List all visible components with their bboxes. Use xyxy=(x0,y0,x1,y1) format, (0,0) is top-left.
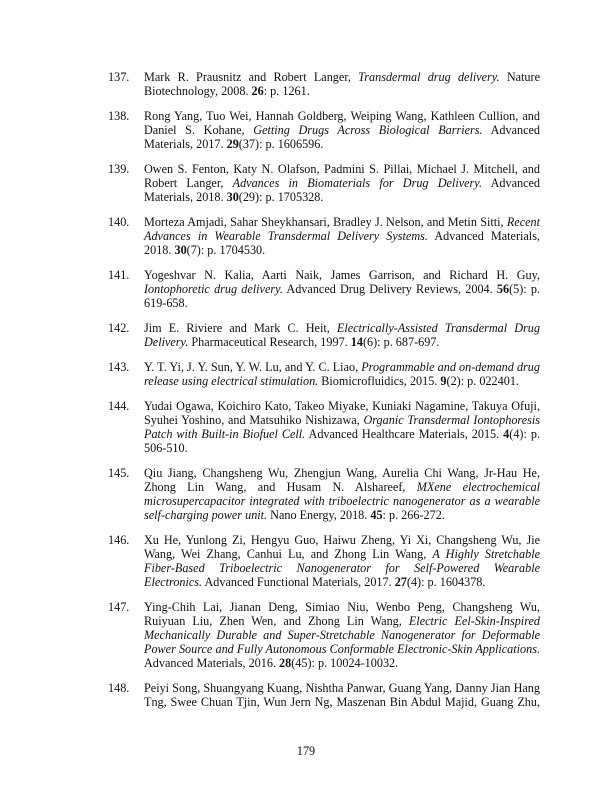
reference-title: Electric Eel-Skin-Inspired Mechanically Durable and Super-Stretchable Nanogenerator for Deformable Power Source and Fully Autonomous Conformable Electronic-Skin Applications. xyxy=(144,614,540,656)
reference-volume: 28 xyxy=(279,655,292,670)
reference-journal: Advanced Materials, 2017. xyxy=(144,123,540,151)
reference-number: 144. xyxy=(108,399,130,414)
reference-number: 146. xyxy=(108,533,130,548)
reference-number: 137. xyxy=(108,70,130,84)
reference-pages: (45): p. 10024-10032. xyxy=(291,655,399,670)
reference-text xyxy=(144,71,540,99)
reference-authors: Qiu Jiang, Changsheng Wu, Zhengjun Wang, Aurelia Chi Wang, Jr-Hau He, Zhong Lin Wang, and Husam N. Alshareef, xyxy=(144,466,540,495)
reference-text xyxy=(144,682,540,710)
reference-authors: Mark R. Prausnitz and Robert Langer, xyxy=(144,70,359,84)
reference-authors: Yogeshvar N. Kalia, Aarti Naik, James Garrison, and Richard H. Guy, xyxy=(144,268,540,283)
reference-journal: Advanced Functional Materials, 2017. xyxy=(202,574,395,589)
reference-text xyxy=(144,400,540,456)
reference-number: 143. xyxy=(108,360,130,375)
reference-number: 142. xyxy=(108,321,130,336)
reference-text xyxy=(144,163,540,205)
reference-entry xyxy=(108,110,540,152)
reference-authors: Rong Yang, Tuo Wei, Hannah Goldberg, Weiping Wang, Kathleen Cullion, and Daniel S. Kohane, xyxy=(144,109,540,138)
reference-text xyxy=(144,534,540,590)
reference-journal: Advanced Materials, 2018. xyxy=(144,176,540,204)
reference-title: Getting Drugs Across Biological Barriers. xyxy=(253,123,483,138)
reference-pages: (7): p. 1704530. xyxy=(186,242,266,257)
reference-title: MXene electrochemical microsupercapacitor integrated with triboelectric nanogenerator as a wearable self-charging power unit. xyxy=(144,480,540,523)
reference-volume: 30 xyxy=(174,242,187,257)
reference-text xyxy=(144,110,540,152)
reference-title: Electrically-Assisted Transdermal Drug Delivery. xyxy=(144,321,540,350)
reference-pages: (4): p. 1604378. xyxy=(406,574,486,589)
reference-volume: 26 xyxy=(251,83,264,98)
reference-volume: 14 xyxy=(350,335,363,350)
reference-journal: Biomicrofluidics, 2015. xyxy=(318,374,441,389)
reference-title: A Highly Stretchable Fiber-Based Triboelectric Nanogenerator for Self-Powered Wearable Electronics. xyxy=(144,547,540,589)
reference-volume: 27 xyxy=(394,574,407,589)
reference-authors: Yudai Ogawa, Koichiro Kato, Takeo Miyake, Kuniaki Nagamine, Takuya Ofuji, Syuhei Yoshino, and Matsuhiko Nishizawa, xyxy=(144,399,540,428)
reference-pages: (2): p. 022401. xyxy=(446,374,519,389)
page-number: 179 xyxy=(296,744,316,758)
reference-text xyxy=(144,361,540,389)
reference-pages: (6): p. 687-697. xyxy=(362,335,440,350)
reference-entry xyxy=(108,322,540,350)
reference-journal: Advanced Materials, 2016. xyxy=(144,655,280,670)
reference-entry xyxy=(108,361,540,389)
reference-journal: Pharmaceutical Research, 1997. xyxy=(188,335,351,350)
reference-title: Programmable and on-demand drug release using electrical stimulation. xyxy=(144,360,540,389)
reference-title: Transdermal drug delivery. xyxy=(358,70,500,84)
reference-text xyxy=(144,601,540,671)
reference-number: 139. xyxy=(108,162,130,177)
reference-volume: 56 xyxy=(496,282,510,297)
reference-authors: Ying-Chih Lai, Jianan Deng, Simiao Niu, Wenbo Peng, Changsheng Wu, Ruiyuan Liu, Zhen Wen, and Zhong Lin Wang, xyxy=(144,600,540,629)
reference-entry xyxy=(108,534,540,590)
reference-volume: 29 xyxy=(226,136,239,151)
reference-number: 148. xyxy=(108,680,130,695)
reference-number: 138. xyxy=(108,109,130,124)
reference-text xyxy=(144,467,540,523)
reference-text xyxy=(144,269,540,311)
reference-list xyxy=(108,71,540,721)
reference-authors: Peiyi Song, Shuangyang Kuang, Nishtha Panwar, Guang Yang, Danny Jian Hang Tng, Swee Chuan Tjin, Wun Jern Ng, Maszenan Bin Abdul Majid, Guang Zhu, xyxy=(144,680,540,709)
reference-entry xyxy=(108,601,540,671)
reference-title: Advances in Biomaterials for Drug Delivery. xyxy=(232,176,483,191)
reference-journal: Advanced Drug Delivery Reviews, 2004. xyxy=(282,282,497,297)
reference-pages: (5): p. 619-658. xyxy=(144,282,540,310)
reference-entry xyxy=(108,467,540,523)
reference-title: Organic Transdermal Iontophoresis Patch with Built-in Biofuel Cell. xyxy=(144,413,540,442)
reference-entry xyxy=(108,216,540,258)
reference-volume: 45 xyxy=(370,508,383,523)
reference-number: 140. xyxy=(108,215,130,230)
reference-entry xyxy=(108,71,540,99)
reference-entry xyxy=(108,163,540,205)
reference-entry xyxy=(108,682,540,710)
reference-authors: Owen S. Fenton, Katy N. Olafson, Padmini S. Pillai, Michael J. Mitchell, and Robert Langer, xyxy=(144,162,540,191)
reference-title: Iontophoretic drug delivery. xyxy=(144,282,283,297)
reference-entry xyxy=(108,400,540,456)
reference-journal: Advanced Healthcare Materials, 2015. xyxy=(305,427,504,442)
reference-pages: : p. 266-272. xyxy=(382,508,445,523)
reference-journal: Nature Biotechnology, 2008. xyxy=(144,70,540,98)
reference-pages: (4): p. 506-510. xyxy=(144,427,540,456)
reference-volume: 4 xyxy=(503,427,510,442)
reference-authors: Y. T. Yi, J. Y. Sun, Y. W. Lu, and Y. C. Liao, xyxy=(144,360,362,375)
reference-number: 147. xyxy=(108,600,130,615)
reference-authors: Xu He, Yunlong Zi, Hengyu Guo, Haiwu Zheng, Yi Xi, Changsheng Wu, Jie Wang, Wei Zhang, Canhui Lu, and Zhong Lin Wang, xyxy=(144,533,540,562)
reference-entry xyxy=(108,269,540,311)
reference-text xyxy=(144,322,540,350)
reference-volume: 9 xyxy=(440,374,447,389)
reference-number: 141. xyxy=(108,268,130,283)
reference-journal: Advanced Materials, 2018. xyxy=(144,229,540,257)
reference-authors: Jim E. Riviere and Mark C. Heit, xyxy=(144,321,337,336)
reference-journal: Nano Energy, 2018. xyxy=(267,508,371,523)
reference-title: Recent Advances in Wearable Transdermal Delivery Systems. xyxy=(144,215,540,244)
reference-volume: 30 xyxy=(226,189,239,204)
reference-pages: (37): p. 1606596. xyxy=(238,136,324,151)
reference-pages: (29): p. 1705328. xyxy=(238,189,324,204)
reference-pages: : p. 1261. xyxy=(263,83,310,98)
reference-authors: Morteza Amjadi, Sahar Sheykhansari, Bradley J. Nelson, and Metin Sitti, xyxy=(144,215,507,230)
reference-number: 145. xyxy=(108,466,130,481)
reference-text xyxy=(144,216,540,258)
